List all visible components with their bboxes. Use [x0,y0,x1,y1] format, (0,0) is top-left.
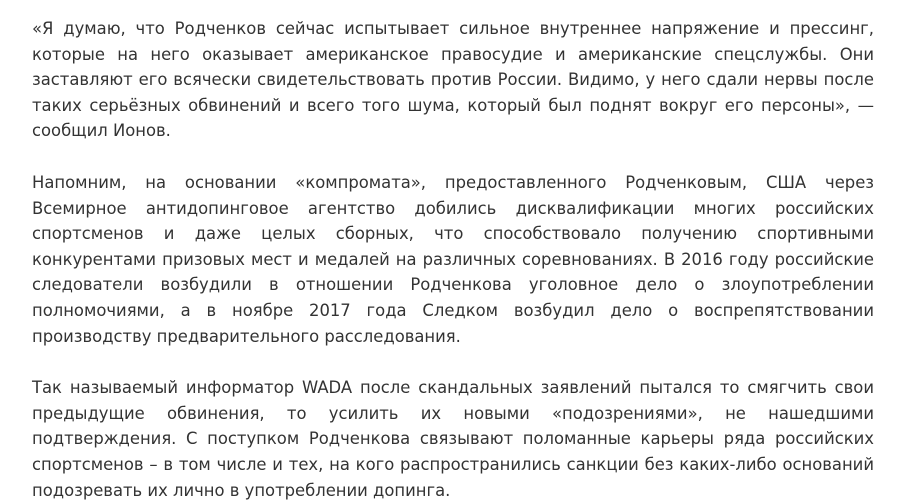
article-paragraph: Напомним, на основании «компромата», предоставленного Родченковым, США через Всемирное антидопинговое агентство добились дисквалификации многих российских спортсменов и даже целых сборных, что способствовало получению спортивными конкурентами призовых мест и медалей на различных соревнованиях. В 2016 году российские следователи возбудили в отношении Родченкова уголовное дело о злоупотреблении полномочиями, а в ноябре 2017 года Следком возбудил дело о воспрепятствовании производству предварительного расследования. [32,172,874,346]
article-paragraph: «Я думаю, что Родченков сейчас испытывает сильное внутреннее напряжение и прессинг, которые на него оказывает американское правосудие и американские спецслужбы. Они заставляют его всячески свидетельствовать против России. Видимо, у него сдали нервы после таких серьёзных обвинений и всего того шума, который был поднят вокруг его персоны», — сообщил Ионов. [32,19,874,141]
article-body [32,16,874,503]
article-paragraph: Так называемый информатор WADA после скандальных заявлений пытался то смягчить свои предыдущие обвинения, то усилить их новыми «подозрениями», не нашедшими подтверждения. С поступком Родченкова связывают поломанные карьеры ряда российских спортсменов – в том числе и тех, на кого распространились санкции без каких-либо оснований подозревать их лично в употреблении допинга. [32,378,874,500]
